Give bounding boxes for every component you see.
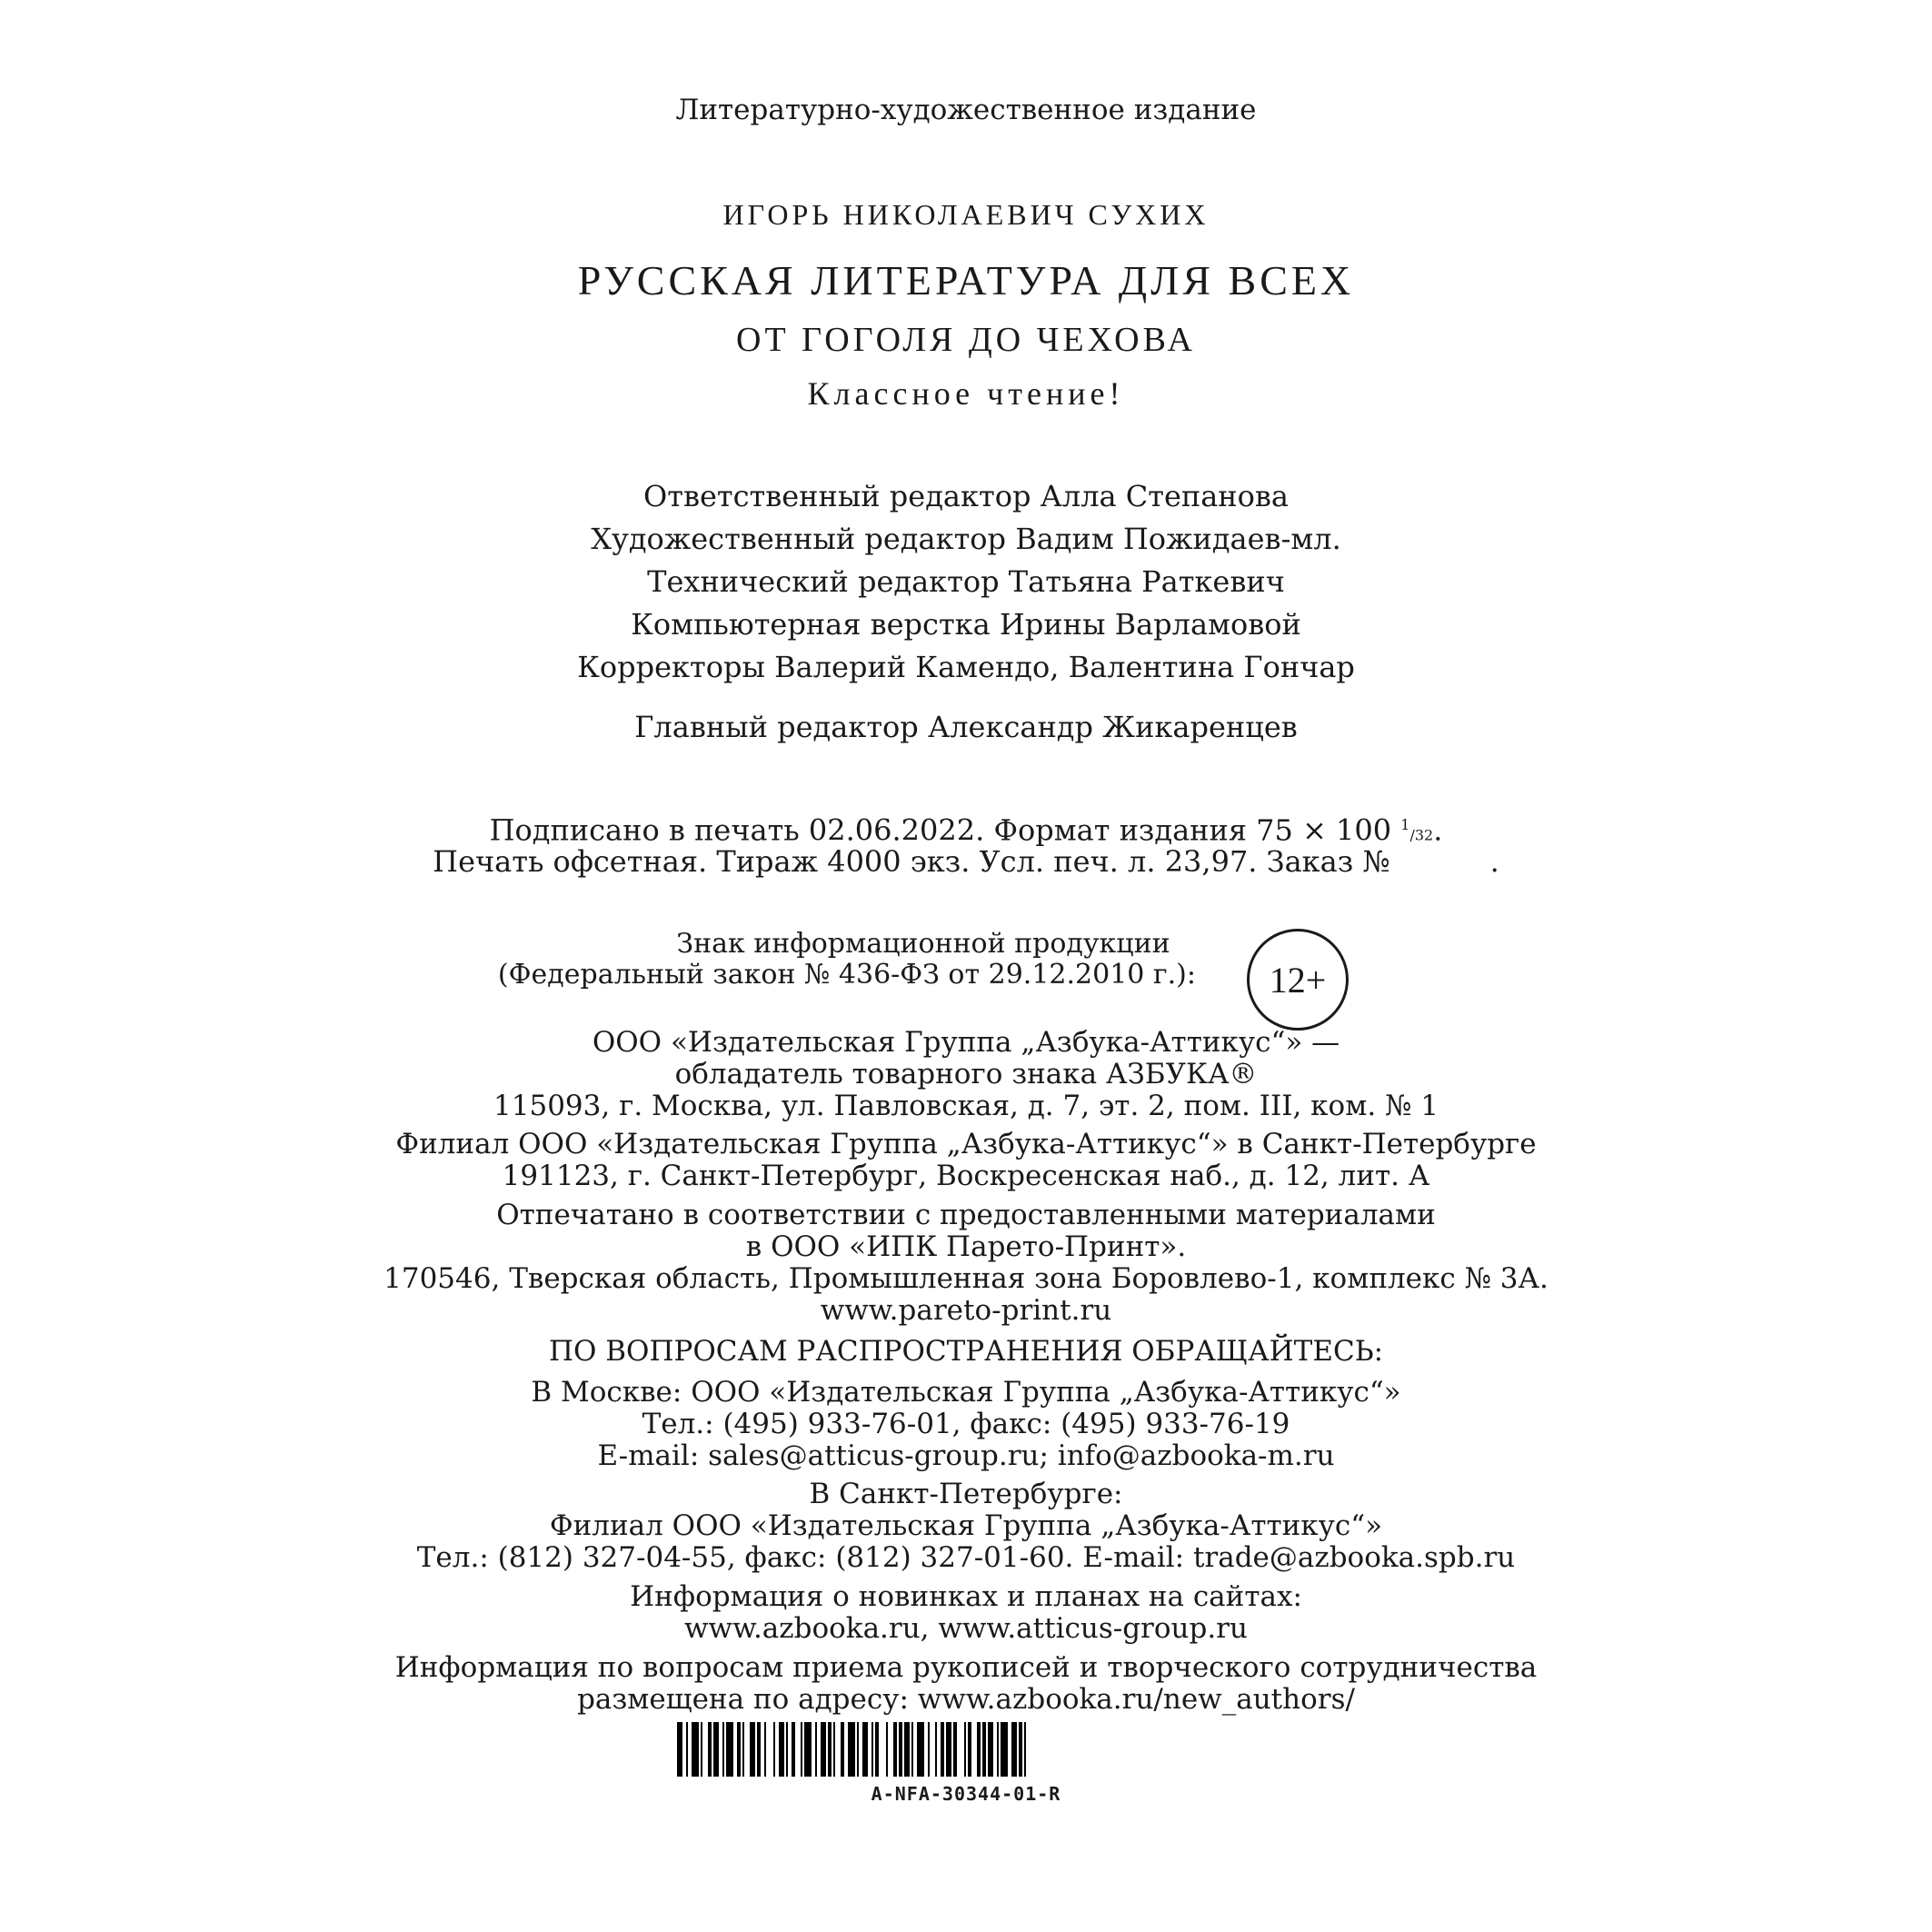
book-subtitle: ОТ ГОГОЛЯ ДО ЧЕХОВА (736, 321, 1196, 359)
barcode-bar (786, 1722, 788, 1777)
credit-line: Технический редактор Татьяна Раткевич (647, 564, 1285, 599)
barcode-bar (1011, 1722, 1017, 1777)
age-rating-badge: 12+ (1247, 929, 1349, 1031)
barcode-bar (977, 1722, 981, 1777)
barcode-bar (968, 1722, 971, 1777)
barcode-bar (941, 1722, 944, 1777)
age-rating-label-line: (Федеральный закон № 436-ФЗ от 29.12.2010 г.): (497, 959, 1196, 991)
barcode-bar (899, 1722, 902, 1777)
barcode-bar (1024, 1722, 1026, 1777)
barcode-bar (750, 1722, 755, 1777)
barcode-bar (988, 1722, 993, 1777)
barcode-bar (804, 1722, 812, 1777)
credit-line: Художественный редактор Вадим Пожидаев-мл. (591, 522, 1341, 556)
barcode-bar (953, 1722, 957, 1777)
barcode-bar (686, 1722, 688, 1777)
format-fraction-numerator: 1 (1400, 816, 1410, 833)
barcode-label: A-NFA-30344-01-R (871, 1783, 1061, 1805)
barcode-bar (982, 1722, 986, 1777)
barcode-bar (917, 1722, 924, 1777)
barcode-bar (964, 1722, 966, 1777)
chief-editor: Главный редактор Александр Жикаренцев (634, 710, 1298, 744)
moscow-line: E-mail: sales@atticus-group.ru; info@azbooka-m.ru (597, 1439, 1335, 1472)
barcode-bar (742, 1722, 744, 1777)
barcode-bar (841, 1722, 844, 1777)
barcode-bar (997, 1722, 999, 1777)
print-info-end: . (1433, 812, 1443, 848)
book-title: РУССКАЯ ЛИТЕРАТУРА ДЛЯ ВСЕХ (577, 257, 1355, 304)
barcode-bar (677, 1722, 682, 1777)
barcode (677, 1722, 1259, 1777)
print-info-second-end: . (1489, 844, 1499, 879)
barcode-bar (757, 1722, 761, 1777)
barcode-bar (773, 1722, 775, 1777)
spb-line: Тел.: (812) 327-04-55, факс: (812) 327-01-60. E-mail: trade@azbooka.spb.ru (416, 1541, 1516, 1574)
barcode-bar (893, 1722, 897, 1777)
websites-line: www.azbooka.ru, www.atticus-group.ru (684, 1612, 1248, 1645)
manuscripts-line: размещена по адресу: www.azbooka.ru/new_authors/ (577, 1683, 1355, 1716)
barcode-bar (828, 1722, 832, 1777)
barcode-bar (701, 1722, 702, 1777)
author-name: ИГОРЬ НИКОЛАЕВИЧ СУХИХ (722, 198, 1210, 231)
series-name: Классное чтение! (807, 375, 1125, 412)
barcode-bar (692, 1722, 699, 1777)
barcode-bar (801, 1722, 802, 1777)
barcode-bar (737, 1722, 741, 1777)
age-rating-label (469, 929, 1196, 991)
barcode-bar (1001, 1722, 1008, 1777)
spb-line: В Санкт-Петербурге: (809, 1478, 1123, 1510)
barcode-bar (875, 1722, 879, 1777)
barcode-bar (871, 1722, 873, 1777)
age-rating-block (0, 929, 1932, 1029)
age-rating-label-line: Знак информационной продукции (676, 928, 1170, 960)
print-info-second: Печать офсетная. Тираж 4000 экз. Усл. печ. л. 23,97. Заказ № (433, 844, 1390, 879)
format-fraction-denominator: 32 (1414, 826, 1434, 844)
barcode-bar (833, 1722, 835, 1777)
distribution-heading: ПО ВОПРОСАМ РАСПРОСТРАНЕНИЯ ОБРАЩАЙТЕСЬ: (548, 1335, 1384, 1368)
print-info-main: Подписано в печать 02.06.2022. Формат издания 75 × 100 (489, 812, 1392, 848)
barcode-bar (928, 1722, 930, 1777)
barcode-bar (862, 1722, 868, 1777)
websites-line: Информация о новинках и планах на сайтах: (630, 1580, 1302, 1613)
print-info-line-2 (0, 845, 1932, 878)
branch-line: Филиал ООО «Издательская Группа „Азбука-Аттикус“» в Санкт-Петербурге (395, 1128, 1537, 1160)
publisher-line: 115093, г. Москва, ул. Павловская, д. 7, эт. 2, пом. III, ком. № 1 (493, 1090, 1439, 1122)
barcode-bar (946, 1722, 951, 1777)
barcode-bar (815, 1722, 817, 1777)
barcode-bar (779, 1722, 784, 1777)
barcode-bar (1019, 1722, 1022, 1777)
moscow-line: Тел.: (495) 933-76-01, факс: (495) 933-76-19 (642, 1408, 1290, 1440)
barcode-bar (713, 1722, 719, 1777)
barcode-bar (708, 1722, 712, 1777)
barcode-bar (911, 1722, 913, 1777)
barcode-bar (764, 1722, 766, 1777)
credit-line: Ответственный редактор Алла Степанова (643, 479, 1289, 513)
printer-line: 170546, Тверская область, Промышленная зона Боровлево-1, комплекс № 3А. (383, 1262, 1549, 1295)
barcode-bar (722, 1722, 724, 1777)
credit-line: Компьютерная верстка Ирины Варламовой (631, 607, 1301, 642)
printer-line: в ООО «ИПК Парето-Принт». (745, 1230, 1187, 1263)
printer-line: Отпечатано в соответствии с предоставленными материалами (496, 1199, 1436, 1231)
barcode-bar (935, 1722, 937, 1777)
publisher-line: обладатель товарного знака АЗБУКА® (674, 1058, 1258, 1090)
credit-line: Корректоры Валерий Каменд﻿о, Валентина Гончар (577, 650, 1355, 684)
barcode-bar (726, 1722, 733, 1777)
format-fraction-separator: / (1409, 826, 1415, 844)
moscow-line: В Москве: ООО «Издательская Группа „Азбука-Аттикус“» (531, 1376, 1401, 1409)
barcode-bar (821, 1722, 826, 1777)
printer-website: www.pareto-print.ru (820, 1294, 1112, 1327)
spb-line: Филиал ООО «Издательская Группа „Азбука-Аттикус“» (549, 1509, 1383, 1542)
barcode-bar (857, 1722, 859, 1777)
branch-line: 191123, г. Санкт-Петербург, Воскресенская наб., д. 12, лит. А (502, 1160, 1430, 1192)
publisher-line: ООО «Издательская Группа „Азбука-Аттикус“» — (592, 1026, 1340, 1059)
barcode-bar (848, 1722, 855, 1777)
barcode-bar (904, 1722, 910, 1777)
edition-type: Литературно-художественное издание (675, 94, 1257, 126)
manuscripts-line: Информация по вопросам приема рукописей и творческого сотрудничества (394, 1651, 1538, 1684)
barcode-bar (886, 1722, 888, 1777)
barcode-bar (792, 1722, 795, 1777)
